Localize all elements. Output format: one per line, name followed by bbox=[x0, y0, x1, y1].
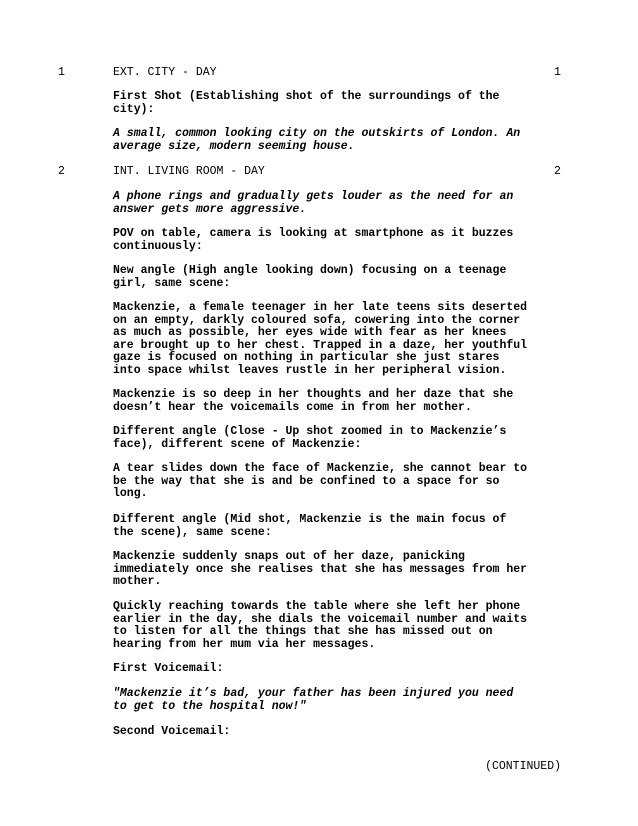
action-block: New angle (High angle looking down) focusing on a teenage girl, same scene: bbox=[113, 264, 507, 290]
action-block: Mackenzie is so deep in her thoughts and her daze that she doesn’t hear the voicemails come in from her mother. bbox=[113, 388, 514, 414]
action-block: Different angle (Close - Up shot zoomed in to Mackenzie’s face), different scene of Mackenzie: bbox=[113, 425, 507, 451]
action-block: POV on table, camera is looking at smartphone as it buzzes continuously: bbox=[113, 227, 514, 253]
scene-heading: EXT. CITY - DAY bbox=[113, 66, 217, 79]
scene-number-right: 2 bbox=[554, 165, 561, 178]
action-block: Mackenzie, a female teenager in her late teens sits deserted on an empty, darkly coloured sofa, cowering into the corner as much as possible, her eyes wide with fear as her knees are brought up to her chest. Trapped in a daze, her youthful gaze is focused on nothing in particular she just stares into space whilst leaves rustle in her peripheral vision. bbox=[113, 301, 528, 377]
action-block: A small, common looking city on the outskirts of London. An average size, modern seeming house. bbox=[113, 127, 521, 153]
action-block: A tear slides down the face of Mackenzie, she cannot bear to be the way that she is and be confined to a space for so long. bbox=[113, 462, 528, 501]
action-block: First Shot (Establishing shot of the surroundings of the city): bbox=[113, 90, 500, 116]
action-block: Mackenzie suddenly snaps out of her daze, panicking immediately once she realises that she has messages from her mother. bbox=[113, 550, 528, 589]
action-block: A phone rings and gradually gets louder as the need for an answer gets more aggressive. bbox=[113, 190, 514, 216]
scene-heading: INT. LIVING ROOM - DAY bbox=[113, 165, 265, 178]
action-block: Quickly reaching towards the table where she left her phone earlier in the day, she dials the voicemail number and waits to listen for all the things that she has missed out on hearing from her mum via her messages. bbox=[113, 600, 528, 651]
dialogue-block: "Mackenzie it’s bad, your father has been injured you need to get to the hospital now!" bbox=[113, 687, 514, 713]
scene-number-left: 1 bbox=[58, 66, 65, 79]
action-block: First Voicemail: bbox=[113, 662, 224, 675]
scene-number-left: 2 bbox=[58, 165, 65, 178]
scene-number-right: 1 bbox=[554, 66, 561, 79]
action-block: Different angle (Mid shot, Mackenzie is the main focus of the scene), same scene: bbox=[113, 513, 507, 539]
action-block: Second Voicemail: bbox=[113, 725, 231, 738]
continued-marker: (CONTINUED) bbox=[485, 760, 561, 773]
